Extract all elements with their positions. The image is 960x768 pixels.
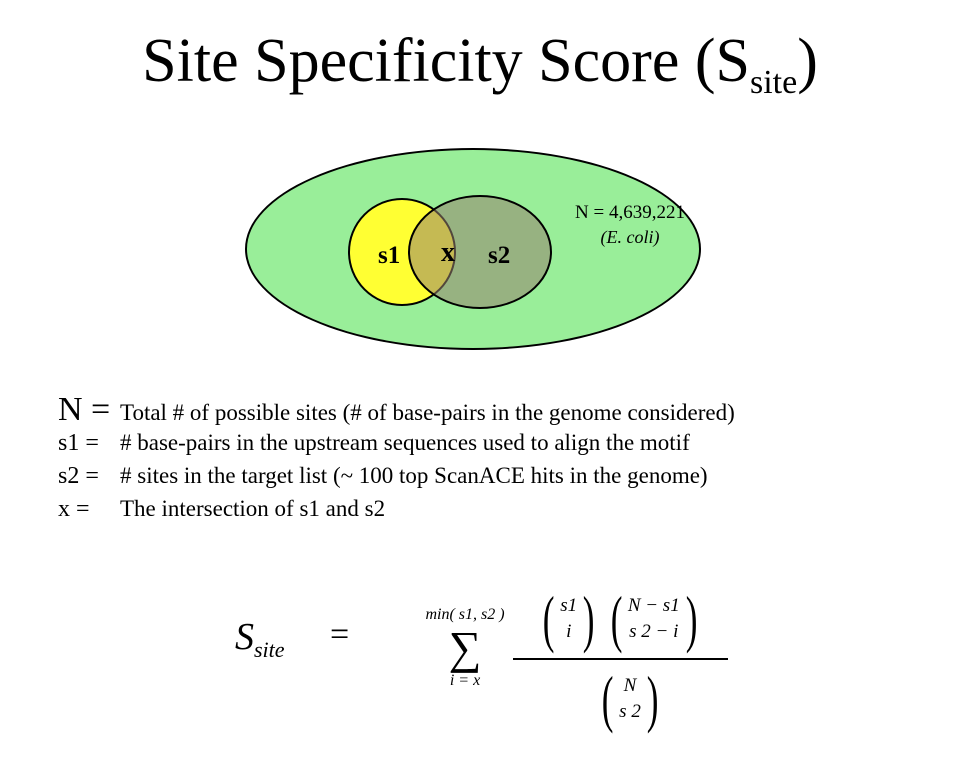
definition-symbol: s2 =	[58, 463, 99, 489]
formula-lhs	[235, 615, 285, 662]
formula-fraction	[495, 580, 745, 738]
definition-text: Total # of possible sites (# of base-pairs in the genome considered)	[120, 400, 735, 425]
binom-top: N − s1	[627, 594, 680, 616]
binom-bottom: i	[566, 620, 572, 642]
summation-lower-limit: i = x	[449, 672, 481, 689]
page-title-close-paren: )	[797, 27, 818, 95]
left-paren-icon: (	[601, 662, 614, 734]
venn-label-s1: s1	[378, 242, 401, 269]
page-title-main: Site Specificity Score (S	[142, 27, 750, 95]
venn-circle-s2	[408, 195, 552, 309]
binom-top: N	[623, 674, 637, 696]
page-title-subscript: site	[749, 64, 798, 101]
list-item	[58, 391, 918, 428]
formula-lhs-subscript: site	[254, 637, 285, 662]
definition-text: # sites in the target list (~ 100 top ScanACE hits in the genome)	[120, 463, 708, 488]
right-paren-icon: )	[685, 582, 698, 654]
definition-symbol: x =	[58, 496, 90, 522]
list-item	[58, 494, 918, 527]
venn-label-s2: s2	[488, 242, 511, 269]
binomial-n-choose-s2	[597, 662, 663, 734]
summation-upper-limit: min( s1, s2 )	[425, 606, 505, 623]
formula-equals-sign: =	[330, 616, 350, 653]
right-paren-icon: )	[582, 582, 595, 654]
venn-diagram	[245, 148, 715, 364]
right-paren-icon: )	[646, 662, 659, 734]
left-paren-icon: (	[610, 582, 623, 654]
venn-label-x: x	[441, 237, 455, 268]
sigma-icon: ∑	[448, 622, 482, 673]
definition-text: The intersection of s1 and s2	[120, 496, 386, 521]
venn-annotation-organism: (E. coli)	[600, 227, 660, 247]
formula-block	[220, 580, 760, 740]
definition-symbol: N =	[58, 391, 111, 428]
venn-annotation-n-value: N = 4,639,221	[575, 202, 685, 223]
definition-text: # base-pairs in the upstream sequences used to align the motif	[120, 430, 690, 455]
list-item	[58, 428, 918, 461]
variable-definitions-list	[58, 391, 918, 527]
definition-symbol: s1 =	[58, 430, 99, 456]
left-paren-icon: (	[542, 582, 555, 654]
list-item	[58, 461, 918, 494]
fraction-denominator	[495, 660, 745, 738]
binomial-s1-choose-i	[538, 582, 600, 654]
page-title	[0, 26, 960, 106]
formula-lhs-main: S	[235, 616, 254, 658]
fraction-numerator	[495, 580, 745, 658]
binom-bottom: s 2	[619, 700, 641, 722]
binom-bottom: s 2 − i	[629, 620, 679, 642]
binomial-n-minus-s1-choose-s2-minus-i	[606, 582, 703, 654]
binom-top: s1	[560, 594, 578, 616]
